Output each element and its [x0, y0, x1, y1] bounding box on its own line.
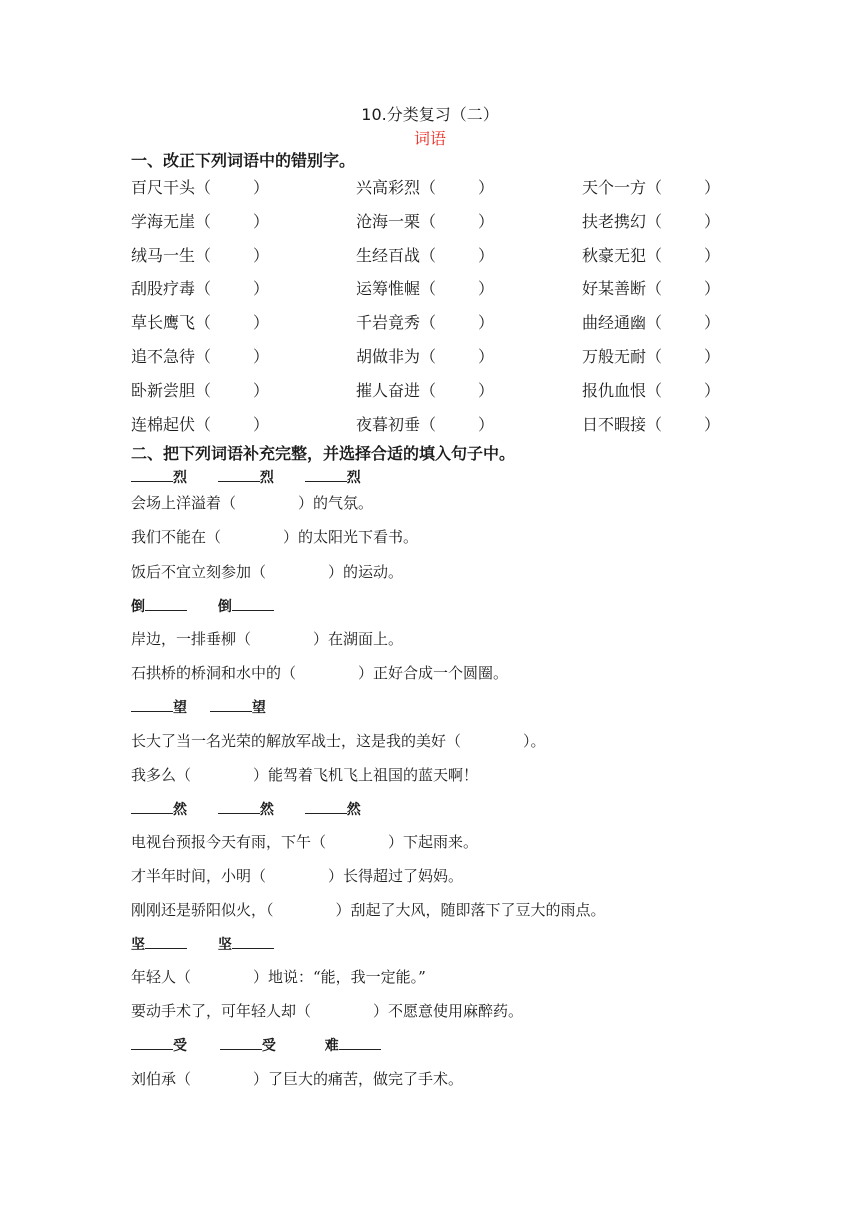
correction-blank[interactable]: （ ） [420, 381, 495, 400]
word-blanks-ran [131, 798, 361, 820]
page-subtitle: 词语 [413, 129, 446, 148]
word-char: 倒 [131, 599, 145, 615]
word-blank[interactable] [218, 466, 260, 482]
word-char: 坚 [217, 937, 232, 953]
word-blank[interactable] [131, 466, 173, 482]
page-title: 10.分类复习（二） [361, 105, 499, 124]
correction-item [356, 278, 494, 300]
correction-blank[interactable]: （ ） [646, 313, 721, 332]
correction-item [582, 312, 720, 334]
word-blank[interactable] [305, 466, 347, 482]
correction-item [356, 177, 494, 199]
sentence: 电视台预报今天有雨，下午（ ）下起雨来。 [131, 833, 479, 851]
word-blanks-shou [131, 1034, 381, 1056]
correction-item [356, 414, 494, 436]
correction-item [356, 346, 494, 368]
correction-blank[interactable]: （ ） [195, 313, 270, 332]
wrong-word: 扶老携幻 [582, 212, 647, 231]
word-char: 望 [251, 700, 266, 716]
word-char: 然 [259, 802, 274, 818]
correction-item [356, 380, 494, 402]
wrong-word: 报仇血恨 [582, 381, 647, 400]
sentence: 石拱桥的桥洞和水中的（ ）正好合成一个圆圈。 [131, 664, 509, 682]
correction-item [356, 245, 494, 267]
word-char: 坚 [131, 937, 145, 953]
correction-blank[interactable]: （ ） [195, 212, 270, 231]
wrong-word: 生经百战 [356, 246, 421, 265]
word-blank[interactable] [145, 595, 187, 611]
correction-item [131, 380, 269, 402]
correction-blank[interactable]: （ ） [646, 279, 721, 298]
word-char: 难 [324, 1038, 339, 1054]
wrong-word: 夜暮初垂 [356, 415, 421, 434]
correction-blank[interactable]: （ ） [646, 178, 721, 197]
sentence: 会场上洋溢着（ ）的气氛。 [131, 494, 374, 512]
sentence: 刘伯承（ ）了巨大的痛苦，做完了手术。 [131, 1070, 464, 1088]
correction-blank[interactable]: （ ） [420, 279, 495, 298]
wrong-word: 追不急待 [131, 347, 196, 366]
wrong-word: 兴高彩烈 [356, 178, 421, 197]
sentence: 年轻人（ ）地说：“能，我一定能。” [131, 968, 426, 986]
word-char: 受 [261, 1038, 276, 1054]
word-char: 受 [173, 1038, 187, 1054]
word-blank[interactable] [232, 933, 274, 949]
word-blank[interactable] [145, 933, 187, 949]
wrong-word: 天个一方 [582, 178, 647, 197]
correction-item [131, 312, 269, 334]
word-blank[interactable] [131, 696, 173, 712]
word-char: 倒 [217, 599, 232, 615]
section2-heading: 二、把下列词语补充完整，并选择合适的填入句子中。 [131, 444, 516, 463]
word-blank[interactable] [131, 1034, 173, 1050]
word-blank[interactable] [210, 696, 252, 712]
wrong-word: 学海无崖 [131, 212, 196, 231]
correction-blank[interactable]: （ ） [195, 178, 270, 197]
correction-item [356, 211, 494, 233]
correction-item [582, 245, 720, 267]
sentence: 饭后不宜立刻参加（ ）的运动。 [131, 563, 404, 581]
correction-blank[interactable]: （ ） [420, 313, 495, 332]
wrong-word: 沧海一栗 [356, 212, 421, 231]
correction-item [131, 211, 269, 233]
section1-heading: 一、改正下列词语中的错别字。 [131, 151, 356, 170]
word-blank[interactable] [131, 798, 173, 814]
correction-item [582, 177, 720, 199]
correction-blank[interactable]: （ ） [646, 212, 721, 231]
sentence: 我们不能在（ ）的太阳光下看书。 [131, 528, 419, 546]
wrong-word: 连棉起伏 [131, 415, 196, 434]
correction-blank[interactable]: （ ） [646, 381, 721, 400]
wrong-word: 曲经通幽 [582, 313, 647, 332]
word-blank[interactable] [218, 798, 260, 814]
correction-blank[interactable]: （ ） [195, 279, 270, 298]
correction-item [582, 346, 720, 368]
word-blanks-wang [131, 696, 266, 718]
correction-item [582, 211, 720, 233]
correction-item [582, 380, 720, 402]
wrong-word: 日不暇接 [582, 415, 647, 434]
correction-blank[interactable]: （ ） [420, 246, 495, 265]
correction-item [356, 312, 494, 334]
word-char: 望 [173, 700, 187, 716]
correction-blank[interactable]: （ ） [646, 415, 721, 434]
correction-blank[interactable]: （ ） [420, 415, 495, 434]
word-blank[interactable] [305, 798, 347, 814]
sentence: 我多么（ ）能驾着飞机飞上祖国的蓝天啊！ [131, 766, 479, 784]
sentence: 才半年时间，小明（ ）长得超过了妈妈。 [131, 867, 464, 885]
word-blank[interactable] [232, 595, 274, 611]
word-char: 然 [346, 802, 361, 818]
wrong-word: 摧人奋进 [356, 381, 421, 400]
correction-blank[interactable]: （ ） [195, 246, 270, 265]
correction-item [131, 414, 269, 436]
wrong-word: 好某善断 [582, 279, 647, 298]
word-blanks-lie [131, 466, 361, 488]
correction-blank[interactable]: （ ） [646, 347, 721, 366]
wrong-word: 运筹惟幄 [356, 279, 421, 298]
correction-blank[interactable]: （ ） [420, 178, 495, 197]
wrong-word: 卧新尝胆 [131, 381, 196, 400]
word-char: 烈 [259, 470, 274, 486]
word-blanks-dao [131, 595, 274, 617]
wrong-word: 万般无耐 [582, 347, 647, 366]
sentence: 岸边，一排垂柳（ ）在湖面上。 [131, 630, 404, 648]
word-char: 然 [173, 802, 187, 818]
word-blanks-jian [131, 933, 274, 955]
wrong-word: 草长鹰飞 [131, 313, 196, 332]
wrong-word: 千岩竟秀 [356, 313, 421, 332]
correction-blank[interactable]: （ ） [195, 347, 270, 366]
wrong-word: 秋豪无犯 [582, 246, 647, 265]
sentence: 要动手术了，可年轻人却（ ）不愿意使用麻醉药。 [131, 1002, 524, 1020]
wrong-word: 胡做非为 [356, 347, 421, 366]
word-char: 烈 [173, 470, 187, 486]
correction-item [582, 278, 720, 300]
correction-blank[interactable]: （ ） [195, 381, 270, 400]
word-char: 烈 [346, 470, 361, 486]
correction-item [582, 414, 720, 436]
correction-blank[interactable]: （ ） [646, 246, 721, 265]
wrong-word: 刮股疗毒 [131, 279, 196, 298]
correction-item [131, 245, 269, 267]
correction-item [131, 346, 269, 368]
correction-blank[interactable]: （ ） [195, 415, 270, 434]
wrong-word: 百尺干头 [131, 178, 196, 197]
word-blank[interactable] [220, 1034, 262, 1050]
word-blank[interactable] [339, 1034, 381, 1050]
sentence: 刚刚还是骄阳似火，（ ）刮起了大风，随即落下了豆大的雨点。 [131, 901, 606, 919]
correction-item [131, 278, 269, 300]
correction-item [131, 177, 269, 199]
wrong-word: 绒马一生 [131, 246, 196, 265]
sentence: 长大了当一名光荣的解放军战士，这是我的美好（ ）。 [131, 732, 546, 750]
correction-blank[interactable]: （ ） [420, 212, 495, 231]
correction-blank[interactable]: （ ） [420, 347, 495, 366]
